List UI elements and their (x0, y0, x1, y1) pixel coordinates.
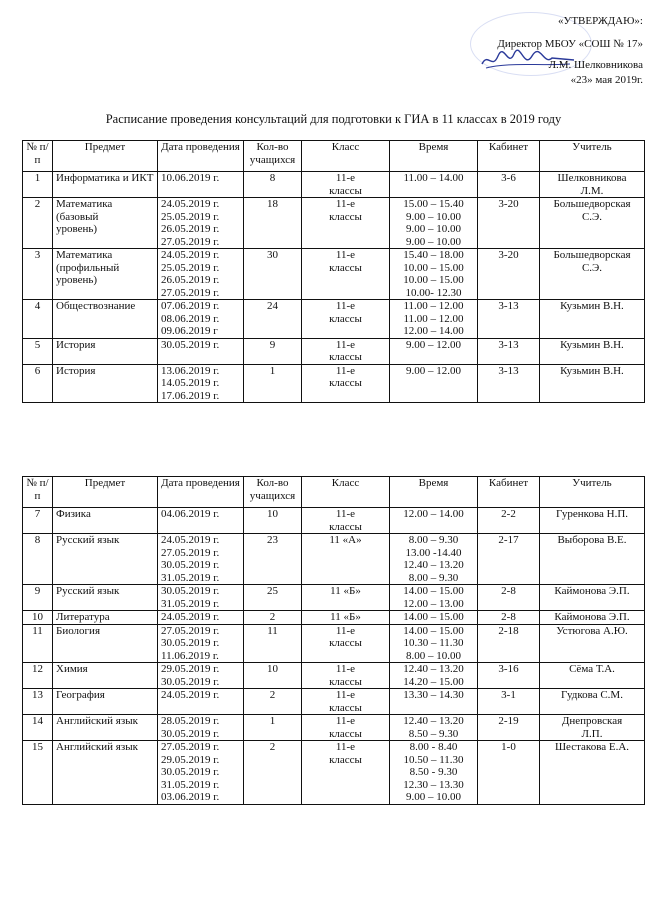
table-row (23, 249, 645, 300)
date-cell: 10.06.2019 г. (158, 172, 244, 198)
row-number: 13 (23, 689, 53, 715)
teacher-cell: Сёма Т.А. (540, 663, 645, 689)
date-cell: 27.05.2019 г. 30.05.2019 г. 11.06.2019 г. (158, 624, 244, 663)
date-cell: 07.06.2019 г. 08.06.2019 г. 09.06.2019 г (158, 300, 244, 339)
count-cell: 1 (244, 715, 302, 741)
count-cell: 2 (244, 689, 302, 715)
room-cell: 3-13 (478, 338, 540, 364)
subject-cell: Русский язык (53, 534, 158, 585)
count-cell: 9 (244, 338, 302, 364)
table-header-row (23, 141, 645, 172)
page-title: Расписание проведения консультаций для подготовки к ГИА в 11 классах в 2019 году (105, 112, 562, 126)
class-cell: 11-е классы (302, 364, 390, 403)
count-cell: 1 (244, 364, 302, 403)
room-cell: 3-20 (478, 198, 540, 249)
room-cell: 2-8 (478, 585, 540, 611)
subject-cell: Математика (профильный уровень) (53, 249, 158, 300)
header-count: Кол-во учащихся (244, 477, 302, 508)
count-cell: 8 (244, 172, 302, 198)
table-row (23, 611, 645, 625)
time-cell: 12.40 – 13.20 14.20 – 15.00 (390, 663, 478, 689)
teacher-cell: Устюгова А.Ю. (540, 624, 645, 663)
row-number: 4 (23, 300, 53, 339)
subject-cell: Литература (53, 611, 158, 625)
room-cell: 2-8 (478, 611, 540, 625)
subject-cell: Химия (53, 663, 158, 689)
count-cell: 11 (244, 624, 302, 663)
date-cell: 04.06.2019 г. (158, 508, 244, 534)
count-cell: 23 (244, 534, 302, 585)
class-cell: 11-е классы (302, 741, 390, 805)
date-cell: 24.05.2019 г. 25.05.2019 г. 26.05.2019 г. 27.05.2019 г. (158, 198, 244, 249)
header-room: Кабинет (478, 477, 540, 508)
class-cell: 11 «А» (302, 534, 390, 585)
time-cell: 11.00 – 12.00 11.00 – 12.00 12.00 – 14.00 (390, 300, 478, 339)
subject-cell: Информатика и ИКТ (53, 172, 158, 198)
subject-cell: Обществознание (53, 300, 158, 339)
table-row (23, 508, 645, 534)
schedule-table-1 (22, 140, 645, 403)
table-row (23, 198, 645, 249)
date-cell: 24.05.2019 г. (158, 611, 244, 625)
teacher-cell: Гудкова С.М. (540, 689, 645, 715)
class-cell: 11-е классы (302, 508, 390, 534)
table-row (23, 534, 645, 585)
row-number: 9 (23, 585, 53, 611)
table-row (23, 364, 645, 403)
time-cell: 12.00 – 14.00 (390, 508, 478, 534)
teacher-cell: Большедворская С.Э. (540, 198, 645, 249)
table-row (23, 715, 645, 741)
row-number: 12 (23, 663, 53, 689)
header-time: Время (390, 477, 478, 508)
subject-cell: Английский язык (53, 741, 158, 805)
class-cell: 11 «Б» (302, 585, 390, 611)
room-cell: 3-13 (478, 364, 540, 403)
time-cell: 14.00 – 15.00 12.00 – 13.00 (390, 585, 478, 611)
time-cell: 8.00 – 9.30 13.00 -14.40 12.40 – 13.20 8.00 – 9.30 (390, 534, 478, 585)
teacher-cell: Кузьмин В.Н. (540, 338, 645, 364)
schedule-table-2 (22, 476, 645, 805)
date-cell: 30.05.2019 г. 31.05.2019 г. (158, 585, 244, 611)
count-cell: 2 (244, 611, 302, 625)
teacher-cell: Шелковникова Л.М. (540, 172, 645, 198)
subject-cell: Физика (53, 508, 158, 534)
count-cell: 2 (244, 741, 302, 805)
class-cell: 11-е классы (302, 300, 390, 339)
row-number: 2 (23, 198, 53, 249)
row-number: 14 (23, 715, 53, 741)
date-cell: 30.05.2019 г. (158, 338, 244, 364)
room-cell: 3-6 (478, 172, 540, 198)
date-cell: 27.05.2019 г. 29.05.2019 г. 30.05.2019 г. 31.05.2019 г. 03.06.2019 г. (158, 741, 244, 805)
subject-cell: История (53, 338, 158, 364)
class-cell: 11-е классы (302, 624, 390, 663)
subject-cell: История (53, 364, 158, 403)
approval-date: «23» мая 2019г. (570, 74, 643, 86)
room-cell: 2-2 (478, 508, 540, 534)
row-number: 11 (23, 624, 53, 663)
header-teacher: Учитель (540, 141, 645, 172)
teacher-cell: Гуренкова Н.П. (540, 508, 645, 534)
row-number: 15 (23, 741, 53, 805)
time-cell: 14.00 – 15.00 10.30 – 11.30 8.00 – 10.00 (390, 624, 478, 663)
class-cell: 11-е классы (302, 689, 390, 715)
time-cell: 8.00 - 8.40 10.50 – 11.30 8.50 - 9.30 12.30 – 13.30 9.00 – 10.00 (390, 741, 478, 805)
table-row (23, 741, 645, 805)
header-number: № п/п (23, 477, 53, 508)
time-cell: 9.00 – 12.00 (390, 364, 478, 403)
subject-cell: География (53, 689, 158, 715)
approval-heading: «УТВЕРЖДАЮ»: (558, 15, 643, 27)
date-cell: 29.05.2019 г. 30.05.2019 г. (158, 663, 244, 689)
teacher-cell: Выборова В.Е. (540, 534, 645, 585)
row-number: 1 (23, 172, 53, 198)
header-room: Кабинет (478, 141, 540, 172)
row-number: 3 (23, 249, 53, 300)
teacher-cell: Кузьмин В.Н. (540, 300, 645, 339)
header-number: № п/п (23, 141, 53, 172)
date-cell: 28.05.2019 г. 30.05.2019 г. (158, 715, 244, 741)
subject-cell: Математика (базовый уровень) (53, 198, 158, 249)
approval-position: Директор МБОУ «СОШ № 17» (497, 38, 643, 50)
date-cell: 24.05.2019 г. 27.05.2019 г. 30.05.2019 г. 31.05.2019 г. (158, 534, 244, 585)
header-date: Дата проведения (158, 477, 244, 508)
header-count: Кол-во учащихся (244, 141, 302, 172)
subject-cell: Английский язык (53, 715, 158, 741)
teacher-cell: Шестакова Е.А. (540, 741, 645, 805)
approval-name: Л.М. Шелковникова (548, 59, 643, 71)
table-row (23, 300, 645, 339)
row-number: 10 (23, 611, 53, 625)
room-cell: 3-20 (478, 249, 540, 300)
count-cell: 30 (244, 249, 302, 300)
room-cell: 2-19 (478, 715, 540, 741)
class-cell: 11-е классы (302, 198, 390, 249)
row-number: 5 (23, 338, 53, 364)
time-cell: 9.00 – 12.00 (390, 338, 478, 364)
time-cell: 13.30 – 14.30 (390, 689, 478, 715)
count-cell: 18 (244, 198, 302, 249)
table-row (23, 585, 645, 611)
table-header-row (23, 477, 645, 508)
header-subject: Предмет (53, 141, 158, 172)
row-number: 7 (23, 508, 53, 534)
count-cell: 24 (244, 300, 302, 339)
class-cell: 11-е классы (302, 715, 390, 741)
count-cell: 10 (244, 508, 302, 534)
teacher-cell: Днепровская Л.П. (540, 715, 645, 741)
date-cell: 24.05.2019 г. 25.05.2019 г. 26.05.2019 г. 27.05.2019 г. (158, 249, 244, 300)
header-teacher: Учитель (540, 477, 645, 508)
room-cell: 3-13 (478, 300, 540, 339)
room-cell: 2-18 (478, 624, 540, 663)
table-row (23, 624, 645, 663)
row-number: 8 (23, 534, 53, 585)
header-class: Класс (302, 477, 390, 508)
header-time: Время (390, 141, 478, 172)
teacher-cell: Каймонова Э.П. (540, 585, 645, 611)
count-cell: 25 (244, 585, 302, 611)
table-row (23, 689, 645, 715)
room-cell: 3-1 (478, 689, 540, 715)
table-row (23, 663, 645, 689)
time-cell: 11.00 – 14.00 (390, 172, 478, 198)
header-class: Класс (302, 141, 390, 172)
class-cell: 11-е классы (302, 172, 390, 198)
teacher-cell: Каймонова Э.П. (540, 611, 645, 625)
class-cell: 11-е классы (302, 663, 390, 689)
subject-cell: Биология (53, 624, 158, 663)
count-cell: 10 (244, 663, 302, 689)
class-cell: 11-е классы (302, 249, 390, 300)
class-cell: 11-е классы (302, 338, 390, 364)
room-cell: 2-17 (478, 534, 540, 585)
subject-cell: Русский язык (53, 585, 158, 611)
date-cell: 13.06.2019 г. 14.05.2019 г. 17.06.2019 г. (158, 364, 244, 403)
room-cell: 1-0 (478, 741, 540, 805)
approval-block (443, 14, 643, 88)
row-number: 6 (23, 364, 53, 403)
time-cell: 14.00 – 15.00 (390, 611, 478, 625)
room-cell: 3-16 (478, 663, 540, 689)
teacher-cell: Кузьмин В.Н. (540, 364, 645, 403)
header-subject: Предмет (53, 477, 158, 508)
time-cell: 15.40 – 18.00 10.00 – 15.00 10.00 – 15.00 10.00- 12.30 (390, 249, 478, 300)
time-cell: 15.00 – 15.40 9.00 – 10.00 9.00 – 10.00 9.00 – 10.00 (390, 198, 478, 249)
date-cell: 24.05.2019 г. (158, 689, 244, 715)
table-row (23, 172, 645, 198)
time-cell: 12.40 – 13.20 8.50 – 9.30 (390, 715, 478, 741)
teacher-cell: Большедворская С.Э. (540, 249, 645, 300)
class-cell: 11 «Б» (302, 611, 390, 625)
table-row (23, 338, 645, 364)
header-date: Дата проведения (158, 141, 244, 172)
